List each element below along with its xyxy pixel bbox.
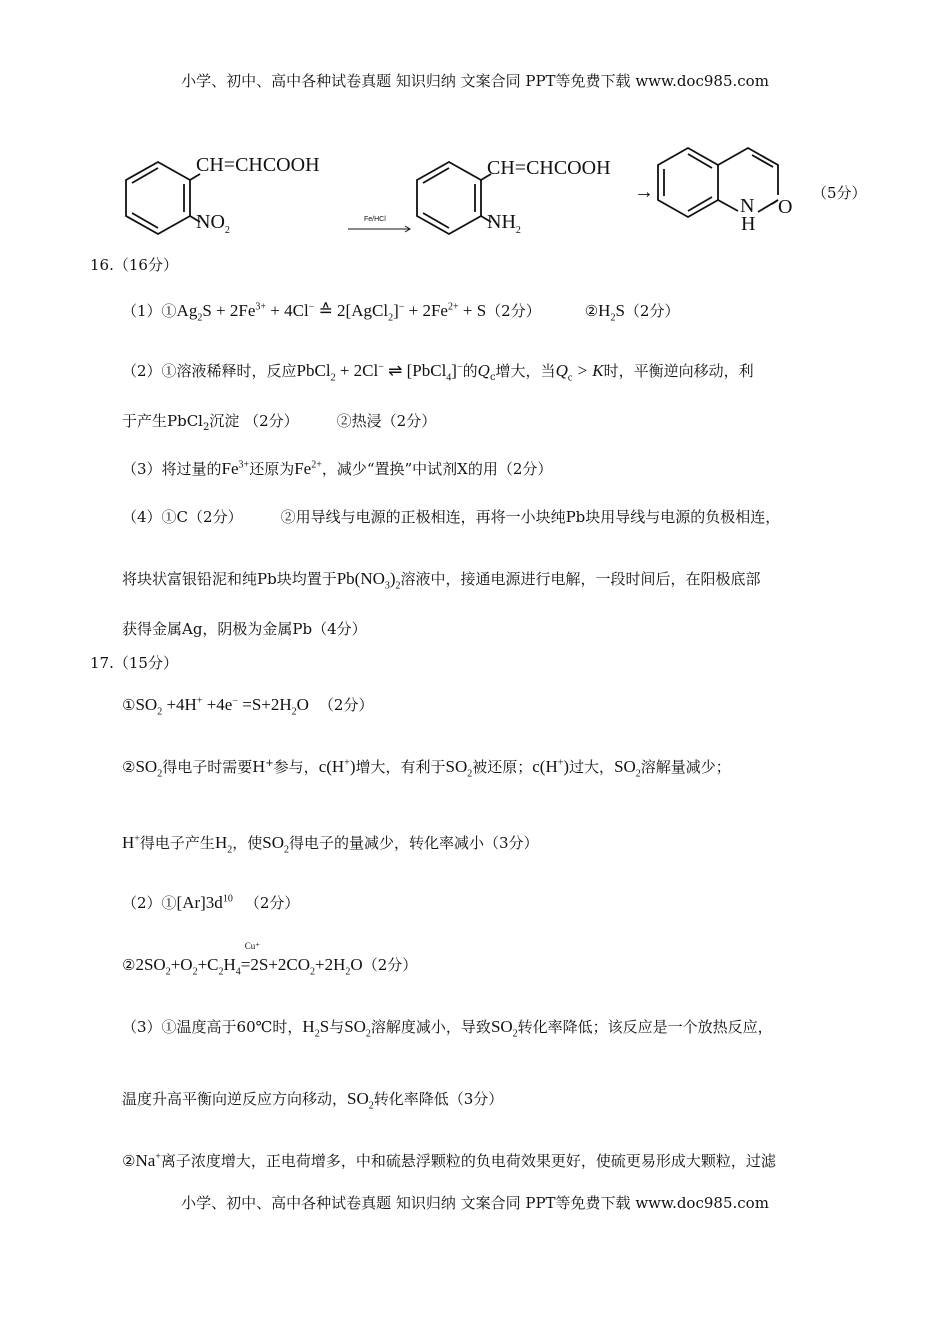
ring-hydrogen: H [741,213,756,235]
q17-title: 17.（15分） [90,654,178,672]
q17-part2-line2: H+得电子产生$H_2$，使$SO_2$得电子的量减少，转化率减小（3分） [122,833,539,856]
q16-part1: $(1)①Ag_2S + 2Fe^{3+} + 4Cl^-$ ≙ 2[AgCl$_2$]− + $2Fe^{2+} + S(2$分） $②H_2S(2$分） [122,301,680,324]
reactant-nitro: $NO_2$ [196,211,230,236]
reactant-ring [126,162,200,234]
carbonyl-oxygen: O [778,196,793,218]
q16-part4-line2: 将块状富银铅泥和纯Pb块均置于$Pb(NO_3)_2$溶液中，接通电源进行电解，一段时间后，在阳极底部 [122,569,761,592]
ring-nitrogen: N [740,195,755,217]
scheme-score: （5分） [812,184,867,202]
reactant-group: CH=CHCOOH [196,154,320,176]
reagent-label: Fe/HCl [364,216,386,223]
q16-part4-line1: （4）①C（2分） ②用导线与电源的正极相连，再将一小块纯Pb块用导线与电源的负极相连， [122,508,781,526]
reaction-arrow-2: → [634,181,654,203]
product-amino: $NH_2$ [487,211,521,236]
quinolinone-structure [658,148,778,217]
product-group: CH=CHCOOH [487,157,611,179]
q17-part2-line1: $②SO_2$得电子时需要H+参与，c(H+)增大，有利于$SO_2$被还原；c(H+)过大，$SO_2$溶解量减少； [122,757,731,780]
page-header: 小学、初中、高中各种试卷真题 知识归纳 文案合同 PPT等免费下载 www.doc985.com [181,72,769,90]
q17-part3: $(2)①[Ar]3d^{10}$ （2分） [122,893,300,912]
product-ring [417,162,491,234]
scheme-structures [0,140,950,250]
page-footer: 小学、初中、高中各种试卷真题 知识归纳 文案合同 PPT等免费下载 www.doc985.com [181,1194,769,1212]
q17-part6: ②Na+离子浓度增大，正电荷增多，中和硫悬浮颗粒的负电荷效果更好，使硫更易形成大颗粒，过滤 [122,1151,776,1170]
q16-part2-line1: （2）①溶液稀释时，反应PbCl$_2$ + 2Cl− ⇌ [PbCl$_4$]−的$Q_c$增大，当$Q_c > K$时，平衡逆向移动，利 [122,361,754,384]
q17-part4: $②2SO_2+O_2+C_2H_4$ Cu⁺ $=2S+2CO_2+2H_2O(2$分） [122,941,418,978]
q17-part5-line1: （3）①温度高于60℃时，$H_2S$与$SO_2$溶解度减小，导致$SO_2$转化率降低；该反应是一个放热反应， [122,1017,773,1040]
q16-part2-line2: 于产生PbCl$_2$沉淀 （2分） ②热浸（2分） [122,412,437,433]
reaction-arrow-1 [348,226,410,232]
q17-part5-line2: 温度升高平衡向逆反应方向移动，$SO_2$转化率降低（3分） [122,1089,504,1112]
q16-part4-line3: 获得金属Ag，阴极为金属Pb（4分） [122,620,367,638]
q17-part1: $①SO_2 +4H^+ +4e^- =S+2H_2O$ （2分） [122,695,374,718]
q16-title: 16.（16分） [90,256,178,274]
q16-eq1: $Ag_2S + 2Fe^{3+} + 4Cl^-$ ≙ 2[AgCl$_2$]− + $2Fe^{2+} + S$ [176,301,487,324]
catalyst-label: Cu⁺ [244,941,261,951]
q16-part3: （3）将过量的$Fe^{3+}$还原为$Fe^{2+}$，减少“置换”中试剂X的用（2分） [122,459,553,478]
